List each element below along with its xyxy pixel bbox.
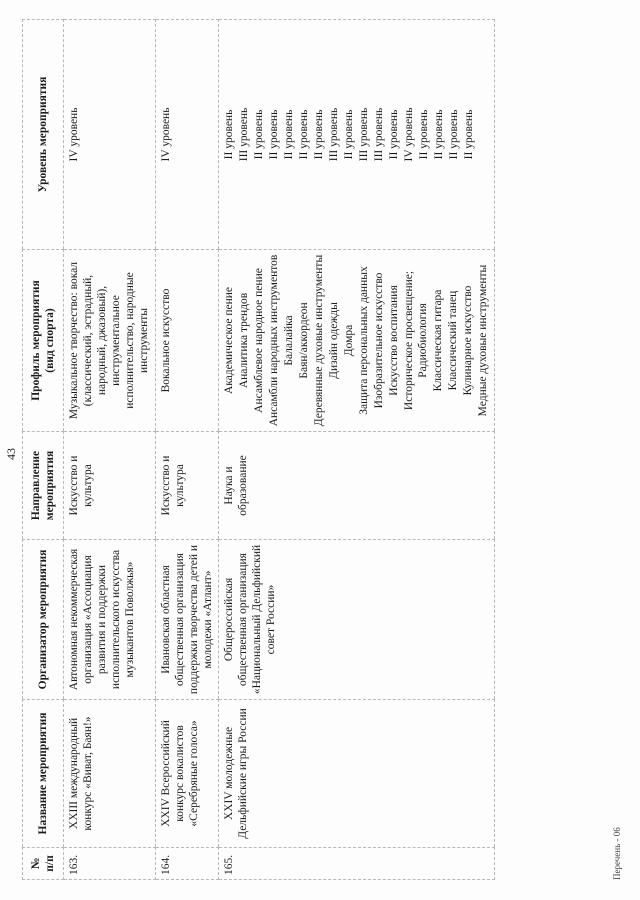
row-direction: Искусство и культура (156, 432, 219, 540)
profile-item: Классическая гитара (432, 289, 444, 392)
row-name: XXIV Всероссийский конкурс вокалистов «Серебряные голоса» (156, 700, 219, 848)
level-item: II уровень (253, 109, 265, 160)
level-item: IV уровень (68, 107, 80, 162)
profile-item: Деревянные духовые инструменты (313, 254, 325, 427)
row-organizer: Автономная некоммерческая организация «Ассоциация развития и поддержки исполнительского искусства музыкантов Поволжья» (64, 540, 156, 700)
level-item: II уровень (448, 109, 460, 160)
level-item: II уровень (463, 109, 475, 160)
level-item: II уровень (388, 109, 400, 160)
row-name: XXIV молодежные Дельфийские игры России (219, 700, 495, 848)
level-item: IV уровень (160, 107, 172, 162)
level-item: II уровень (433, 109, 445, 160)
header-level: Уровень мероприятия (23, 20, 64, 250)
row-name: XXIII международный конкурс «Виват, Баян!» (64, 700, 156, 848)
profile-item: Вокальное искусство (160, 288, 172, 393)
profile-item: Балалайка (283, 315, 295, 366)
level-item: III уровень (238, 107, 250, 162)
row-num: 164. (156, 848, 219, 880)
table-header-row (23, 20, 64, 880)
header-direction: Направление мероприятия (23, 432, 64, 540)
level-item: II уровень (418, 109, 430, 160)
profile-item: Музыкальное творчество: вокал (классический, эстрадный, народный, джазовый), инструментальное исполнительство, народные инструменты (68, 261, 150, 420)
profile-item: Кулинарное искусство (462, 285, 474, 396)
header-profile: Профиль мероприятия (вид спорта) (23, 250, 64, 432)
profile-item: Классический танец (447, 290, 459, 391)
level-item: II уровень (313, 109, 325, 160)
profile-item: Баян/аккордеон (298, 302, 310, 379)
events-table (22, 19, 495, 880)
header-num: № п/п (23, 848, 64, 880)
table-row (219, 20, 495, 880)
row-levels (156, 20, 219, 250)
header-organizer: Организатор мероприятия (23, 540, 64, 700)
profile-item: Медные духовые инструменты (477, 264, 489, 417)
level-item: II уровень (268, 109, 280, 160)
profile-item: Аналитика трендов (238, 292, 250, 389)
level-item: II уровень (343, 109, 355, 160)
level-item: II уровень (223, 109, 235, 160)
row-profiles (64, 250, 156, 432)
row-num: 163. (64, 848, 156, 880)
level-item: IV уровень (403, 107, 415, 162)
profile-item: Дизайн одежды (328, 302, 340, 379)
row-profiles (156, 250, 219, 432)
table-row (156, 20, 219, 880)
header-name: Название мероприятия (23, 700, 64, 848)
profile-item: Ансамблевое народное пение (253, 268, 265, 413)
level-item: III уровень (373, 107, 385, 162)
level-item: III уровень (328, 107, 340, 162)
table-row (64, 20, 156, 880)
profile-item: Защита персональных данных (358, 266, 370, 415)
row-num: 165. (219, 848, 495, 880)
row-levels (219, 20, 495, 250)
profile-item: Домра (343, 324, 355, 357)
row-profiles (219, 250, 495, 432)
row-direction: Искусство и культура (64, 432, 156, 540)
profile-item: Ансамбли народных инструментов (268, 254, 280, 427)
profile-item: Изобразительное искусство (373, 272, 385, 409)
row-organizer: Общероссийская общественная организация «Национальный Дельфийский совет России» (219, 540, 495, 700)
row-levels (64, 20, 156, 250)
level-item: III уровень (358, 107, 370, 162)
row-direction: Наука и образование (219, 432, 495, 540)
footer-note: Перечень - 06 (612, 827, 622, 880)
profile-item: Академическое пение (223, 286, 235, 395)
profile-item: Искусство воспитания (388, 285, 400, 396)
level-item: II уровень (298, 109, 310, 160)
profile-item: Историческое просвещение; Радиобиология (403, 270, 429, 411)
level-item: II уровень (283, 109, 295, 160)
page-number: 43 (4, 448, 18, 460)
row-organizer: Ивановская областная общественная организация поддержки творчества детей и молодежи «Атлант» (156, 540, 219, 700)
